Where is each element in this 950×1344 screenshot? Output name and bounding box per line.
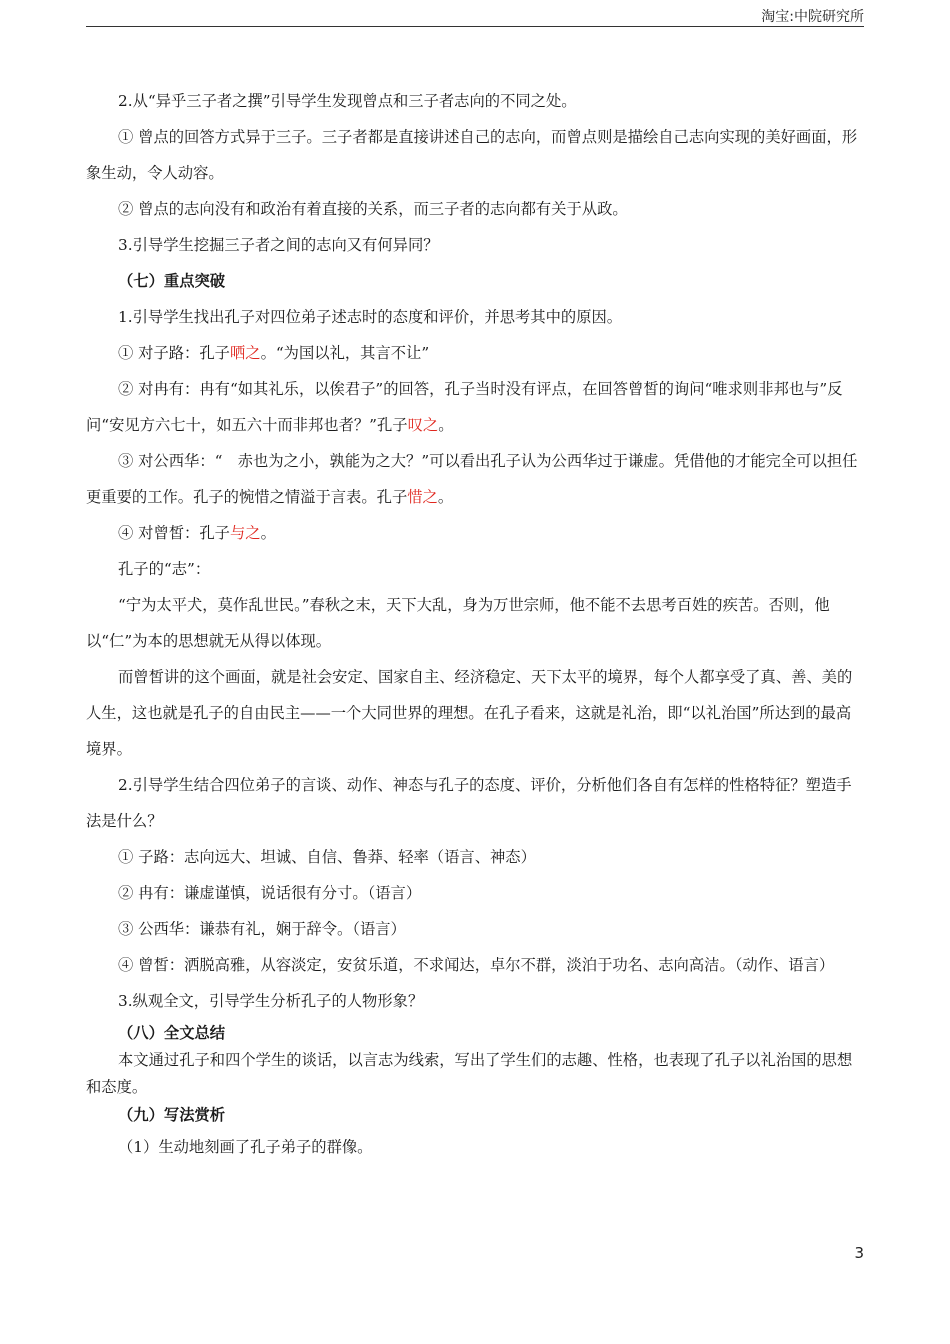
body-paragraph xyxy=(86,911,864,947)
paragraph-text: 2.从“异乎三子者之撰”引导学生发现曾点和三子者志向的不同之处。 xyxy=(118,92,577,110)
highlighted-text: 惜之 xyxy=(407,488,438,506)
body-paragraph xyxy=(86,839,864,875)
body-paragraph xyxy=(86,119,864,191)
section-heading xyxy=(86,263,864,299)
body-paragraph xyxy=(86,191,864,227)
body-paragraph xyxy=(86,443,864,515)
body-paragraph xyxy=(86,1047,864,1101)
paragraph-text: 3.纵观全文，引导学生分析孔子的人物形象？ xyxy=(118,992,424,1010)
highlighted-text: 与之 xyxy=(229,524,261,542)
body-paragraph xyxy=(86,767,864,839)
paragraph-text: 孔子的“志”： xyxy=(118,560,211,578)
paragraph-text: 而曾皙讲的这个画面，就是社会安定、国家自主、经济稳定、天下太平的境界，每个人都享受了真、善、美的人生，这也就是孔子的自由民主——一个大同世界的理想。在孔子看来，这就是礼治，即“以礼治国”所达到的最高境界。 xyxy=(86,668,853,758)
paragraph-text: 2.引导学生结合四位弟子的言谈、动作、神态与孔子的态度、评价，分析他们各自有怎样的性格特征？塑造手法是什么？ xyxy=(86,776,852,830)
paragraph-text: ② 冉有：谦虚谨慎，说话很有分寸。（语言） xyxy=(118,884,422,902)
paragraph-text: “宁为太平犬，莫作乱世民。”春秋之末，天下大乱，身为万世宗师，他不能不去思考百姓的疾苦。否则，他以“仁”为本的思想就无从得以体现。 xyxy=(86,596,830,650)
body-paragraph xyxy=(86,299,864,335)
paragraph-text: 。“为国以礼，其言不让” xyxy=(260,344,430,362)
paragraph-text: 本文通过孔子和四个学生的谈话，以言志为线索，写出了学生们的志趣、性格，也表现了孔子以礼治国的思想和态度。 xyxy=(86,1051,853,1096)
paragraph-text: ① 对子路：孔子 xyxy=(118,344,230,362)
page-header-text: 淘宝:中院研究所 xyxy=(761,9,864,25)
body-paragraph xyxy=(86,875,864,911)
body-paragraph xyxy=(86,947,864,983)
body-paragraph xyxy=(86,515,864,551)
body-paragraph xyxy=(86,227,864,263)
paragraph-text: 1.引导学生找出孔子对四位弟子述志时的态度和评价，并思考其中的原因。 xyxy=(118,308,623,326)
highlighted-text: 叹之 xyxy=(407,416,439,434)
body-paragraph xyxy=(86,551,864,587)
paragraph-text: ② 曾点的志向没有和政治有着直接的关系，而三子者的志向都有关于从政。 xyxy=(118,200,628,218)
paragraph-text: ① 曾点的回答方式异于三子。三子者都是直接讲述自己的志向，而曾点则是描绘自己志向实现的美好画面，形象生动，令人动容。 xyxy=(86,128,858,182)
section-heading xyxy=(86,1101,864,1129)
highlighted-text: 哂之 xyxy=(229,344,261,362)
paragraph-text: ④ 对曾皙：孔子 xyxy=(118,524,230,542)
body-paragraph xyxy=(86,587,864,659)
body-paragraph xyxy=(86,335,864,371)
body-paragraph xyxy=(86,983,864,1019)
paragraph-text: ④ 曾皙：洒脱高雅，从容淡定，安贫乐道，不求闻达，卓尔不群，淡泊于功名、志向高洁。（动作、语言） xyxy=(118,956,835,974)
paragraph-text: 3.引导学生挖掘三子者之间的志向又有何异同？ xyxy=(118,236,439,254)
paragraph-text: ③ 公西华：谦恭有礼，娴于辞令。（语言） xyxy=(118,920,406,938)
paragraph-text: ② 对冉有：冉有“如其礼乐，以俟君子”的回答，孔子当时没有评点，在回答曾皙的询问“唯求则非邦也与”反问“安见方六七十，如五六十而非邦也者？”孔子 xyxy=(86,380,843,434)
document-body xyxy=(86,83,864,1165)
paragraph-text: （九）写法赏析 xyxy=(118,1106,226,1124)
header-divider xyxy=(86,26,864,27)
paragraph-text: ③ 对公西华：“ 赤也为之小，孰能为之大？”可以看出孔子认为公西华过于谦虚。凭借他的才能完全可以担任更重要的工作。孔子的惋惜之情溢于言表。孔子 xyxy=(86,452,858,506)
body-paragraph xyxy=(86,659,864,767)
body-paragraph xyxy=(86,1129,864,1165)
paragraph-text: ① 子路：志向远大、坦诚、自信、鲁莽、轻率（语言、神态） xyxy=(118,848,536,866)
body-paragraph xyxy=(86,371,864,443)
paragraph-text: 。 xyxy=(437,488,454,506)
page-number: 3 xyxy=(854,1244,864,1262)
paragraph-text: （八）全文总结 xyxy=(118,1024,226,1042)
paragraph-text: 。 xyxy=(438,416,454,434)
section-heading xyxy=(86,1019,864,1047)
paragraph-text: 。 xyxy=(260,524,276,542)
paragraph-text: （1）生动地刻画了孔子弟子的群像。 xyxy=(118,1138,373,1156)
body-paragraph xyxy=(86,83,864,119)
paragraph-text: （七）重点突破 xyxy=(118,272,226,290)
